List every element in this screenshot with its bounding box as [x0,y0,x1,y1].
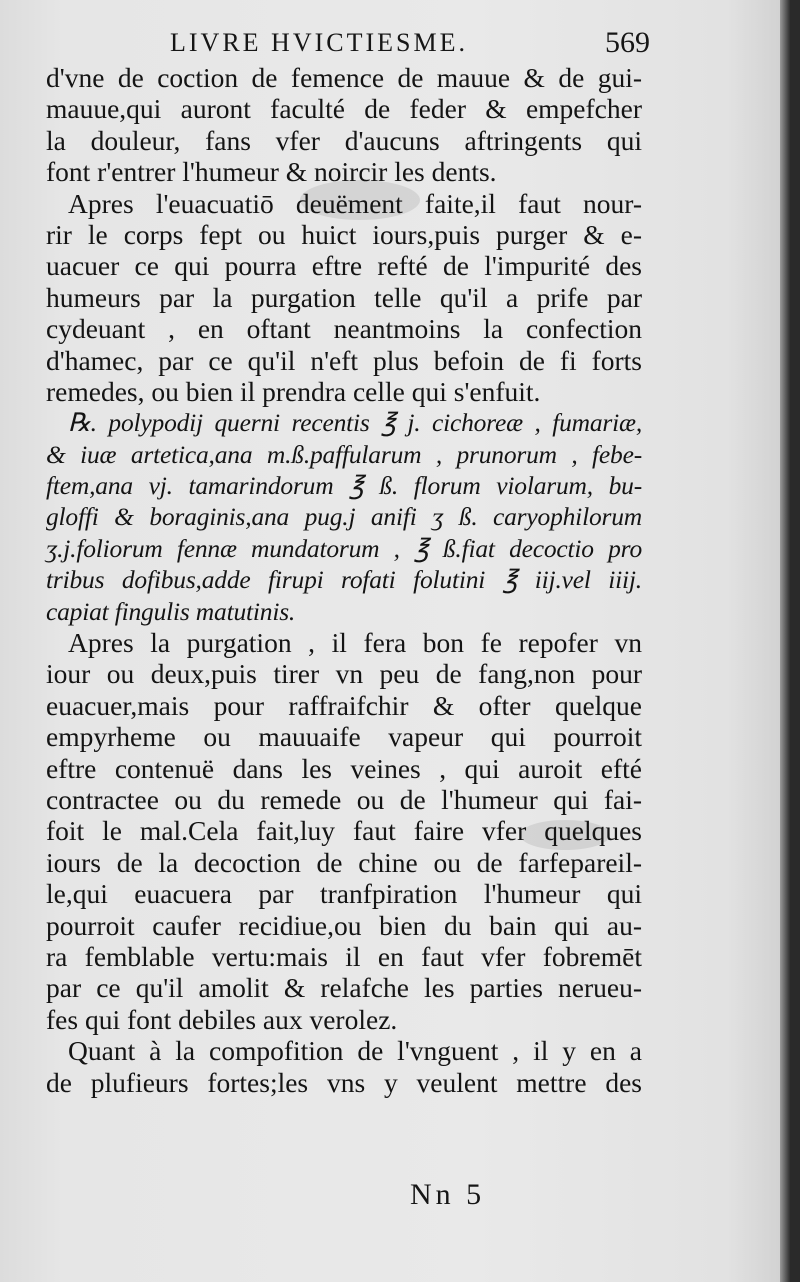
text-line: par ce qu'il amolit & relafche les parties nerueu- [46,972,642,1004]
page-edge-shadow [780,0,790,1282]
text-line: Apres la purgation , il fera bon fe repofer vn [68,627,642,659]
running-head: LIVRE HVICTIESME. [170,28,468,57]
page-number: 569 [605,26,650,59]
recipe-paragraph [46,407,642,627]
text-line: Apres l'euacuatiō deuëment faite,il faut nour- [68,187,642,219]
text-line: pourroit caufer recidiue,ou bien du bain qui au- [46,909,642,941]
paragraph [46,188,642,408]
text-line: font r'entrer l'humeur & noircir les dents. [46,156,497,188]
text-line: d'hamec, par ce qu'il n'eft plus befoin de fi forts [46,344,642,376]
paragraph [46,62,642,188]
text-line: cydeuant , en oftant neantmoins la confection [46,313,642,345]
text-line: capiat fingulis matutinis. [46,596,296,626]
text-line: empyrheme ou mauuaife vapeur qui pourroit [46,721,642,753]
text-line: iours de la decoction de chine ou de farfepareil- [46,846,642,878]
text-line: humeurs par la purgation telle qu'il a prife par [46,281,642,313]
text-line: fes qui font debiles aux verolez. [46,1003,398,1035]
text-line: ʒ.j.foliorum fennæ mundatorum , ℥ ß.fiat decoctio pro [46,533,642,563]
body-text [46,62,642,1098]
text-line: gloffi & boraginis,ana pug.j anifi ʒ ß. caryophilorum [46,502,642,532]
text-line: remedes, ou bien il prendra celle qui s'enfuit. [46,375,541,407]
text-line: rir le corps fept ou huict iours,puis purger & e- [46,218,642,250]
text-line: mauue,qui auront faculté de feder & empefcher [46,93,642,125]
text-line: ℞. polypodij querni recentis ℥ j. cichoreæ , fumariæ, [68,408,642,438]
text-line: de plufieurs fortes;les vns y veulent mettre des [46,1066,642,1098]
text-line: euacuer,mais pour raffraifchir & ofter quelque [46,689,642,721]
page-header [170,26,650,66]
text-line: d'vne de coction de femence de mauue & de gui- [46,62,642,93]
text-line: tribus dofibus,adde firupi rofati folutini ℥ iij.vel iiij. [46,565,642,595]
text-line: Quant à la compofition de l'vnguent , il y en a [68,1035,642,1067]
text-line: ftem,ana vj. tamarindorum ℥ ß. florum violarum, bu- [46,471,642,501]
paragraph [46,627,642,1035]
paragraph [46,1035,642,1098]
text-line: le,qui euacuera par tranfpiration l'humeur qui [46,878,642,910]
text-line: ra femblable vertu:mais il en faut vfer fobremēt [46,940,642,972]
signature-mark: Nn 5 [410,1178,486,1211]
text-line: iour ou deux,puis tirer vn peu de fang,non pour [46,658,642,690]
text-line: & iuæ artetica,ana m.ß.paffularum , prunorum , febe- [46,439,642,469]
text-line: foit le mal.Cela fait,luy faut faire vfer quelques [46,815,642,847]
text-line: la douleur, fans vfer d'aucuns aftringents qui [46,124,642,156]
text-line: eftre contenuë dans les veines , qui auroit efté [46,752,642,784]
text-line: uacuer ce qui pourra eftre refté de l'impurité des [46,250,642,282]
text-line: contractee ou du remede ou de l'humeur qui fai- [46,783,642,815]
